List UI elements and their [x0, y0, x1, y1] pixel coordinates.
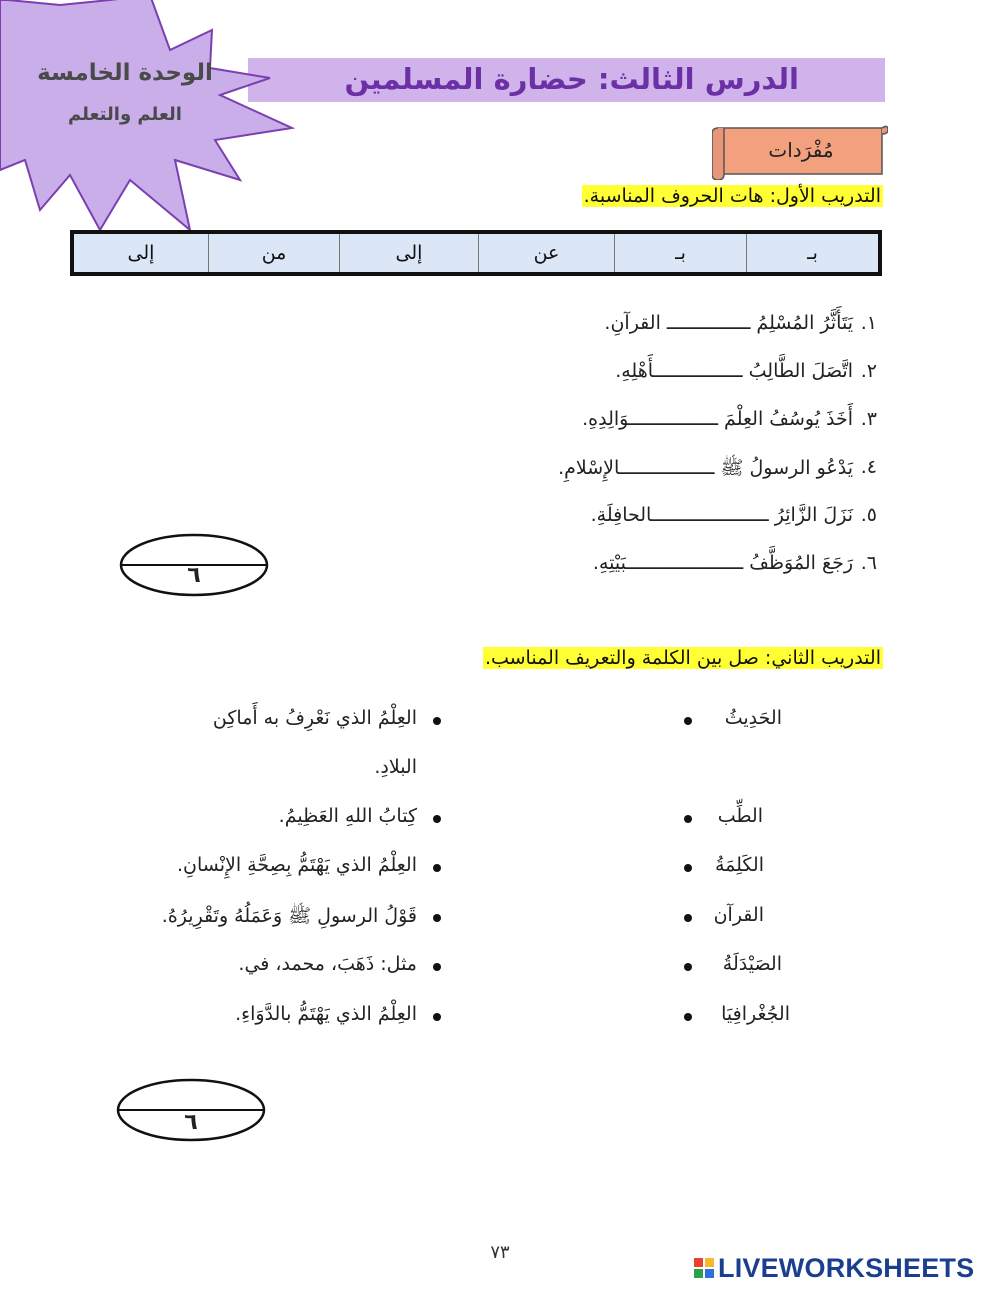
- lesson-title: الدرس الثالث: حضارة المسلمين: [344, 62, 799, 96]
- match-dot[interactable]: [684, 815, 692, 823]
- sentence-6: رَجَعَ المُوَظَّفُ ـــــــــــــــــــــبَيْتِهِ.: [592, 552, 853, 574]
- match-dot[interactable]: [684, 864, 692, 872]
- match-definition-continued: البلادِ.: [374, 756, 417, 778]
- lesson-title-band: [248, 58, 885, 102]
- match-word: الجُغْرافِيَا: [721, 1003, 790, 1025]
- match-word: الكَلِمَةُ: [714, 854, 764, 876]
- sentence-2: اتَّصَلَ الطَّالِبُ ــــــــــــــــأَهْلِهِ.: [615, 360, 853, 382]
- match-dot[interactable]: [433, 914, 441, 922]
- page-number: ٧٣: [490, 1242, 510, 1263]
- brand-text: LIVEWORKSHEETS: [718, 1252, 975, 1283]
- word-bank-table: [70, 230, 882, 276]
- match-definition: كِتابُ اللهِ العَظِيمُ.: [278, 805, 417, 827]
- match-dot[interactable]: [433, 815, 441, 823]
- match-definition: مثل: ذَهَبَ، محمد، في.: [238, 953, 417, 975]
- sentence-3: أَخَذَ يُوسُفُ العِلْمَ ــــــــــــــــوَالِدِهِ.: [582, 408, 853, 430]
- exercise1-heading: التدريب الأول: هات الحروف المناسبة.: [583, 185, 881, 207]
- match-definition: العِلْمُ الذي نَعْرِفُ به أَماكِن: [212, 707, 417, 729]
- liveworksheets-grid-icon: [693, 1256, 715, 1280]
- score-total: ٦: [187, 563, 201, 588]
- match-definition: قَوْلُ الرسولِ ﷺ وَعَمَلُهُ وتَقْرِيرُهُ.: [161, 905, 417, 927]
- match-word: الصَيْدَلَةُ: [722, 953, 782, 975]
- match-dot[interactable]: [433, 963, 441, 971]
- match-definition: العِلْمُ الذي يَهْتَمُّ بِصِحَّةِ الإِنْسانِ.: [176, 854, 417, 876]
- match-word: الحَدِيثُ: [724, 707, 782, 729]
- match-dot[interactable]: [433, 1013, 441, 1021]
- exercise2-heading: التدريب الثاني: صل بين الكلمة والتعريف المناسب.: [484, 647, 881, 669]
- sentence-1: يَتَأَثَّرُ المُسْلِمُ ـــــــــــــــ القرآنِ.: [604, 312, 853, 334]
- match-dot[interactable]: [684, 1013, 692, 1021]
- unit-title: الوحدة الخامسة: [37, 60, 213, 86]
- sentence-5: نَزَلَ الزَّائِرُ ـــــــــــــــــــــالحافِلَةِ.: [590, 504, 853, 526]
- word-bank-cell[interactable]: بـ: [746, 234, 878, 272]
- score-total: ٦: [184, 1110, 198, 1135]
- sentence-number: ٥.: [860, 504, 877, 526]
- sentence-number: ٢.: [860, 360, 877, 382]
- word-bank-cell[interactable]: إلى: [339, 234, 478, 272]
- sentence-number: ١.: [860, 312, 877, 334]
- sentence-number: ٦.: [860, 552, 877, 574]
- match-word: القرآن: [713, 904, 764, 926]
- match-definition: العِلْمُ الذي يَهْتَمُّ بالدَّوَاءِ.: [235, 1003, 417, 1025]
- match-dot[interactable]: [684, 717, 692, 725]
- sentence-4: يَدْعُو الرسولُ ﷺ ـــــــــــــــــالإِسْلامِ.: [558, 457, 853, 479]
- match-dot[interactable]: [684, 963, 692, 971]
- match-dot[interactable]: [684, 914, 692, 922]
- word-bank-cell[interactable]: عن: [478, 234, 614, 272]
- sentence-number: ٣.: [860, 408, 877, 430]
- match-dot[interactable]: [433, 864, 441, 872]
- word-bank-cell[interactable]: من: [208, 234, 339, 272]
- vocab-label: مُفْرَدات: [768, 138, 834, 162]
- sentence-number: ٤.: [860, 456, 877, 478]
- match-dot[interactable]: [433, 717, 441, 725]
- word-bank-cell[interactable]: إلى: [127, 242, 155, 264]
- word-bank-cell[interactable]: بـ: [614, 234, 746, 272]
- unit-subtitle: العلم والتعلم: [68, 104, 182, 125]
- liveworksheets-logo[interactable]: [693, 1252, 974, 1284]
- match-word: الطِّب: [717, 805, 763, 827]
